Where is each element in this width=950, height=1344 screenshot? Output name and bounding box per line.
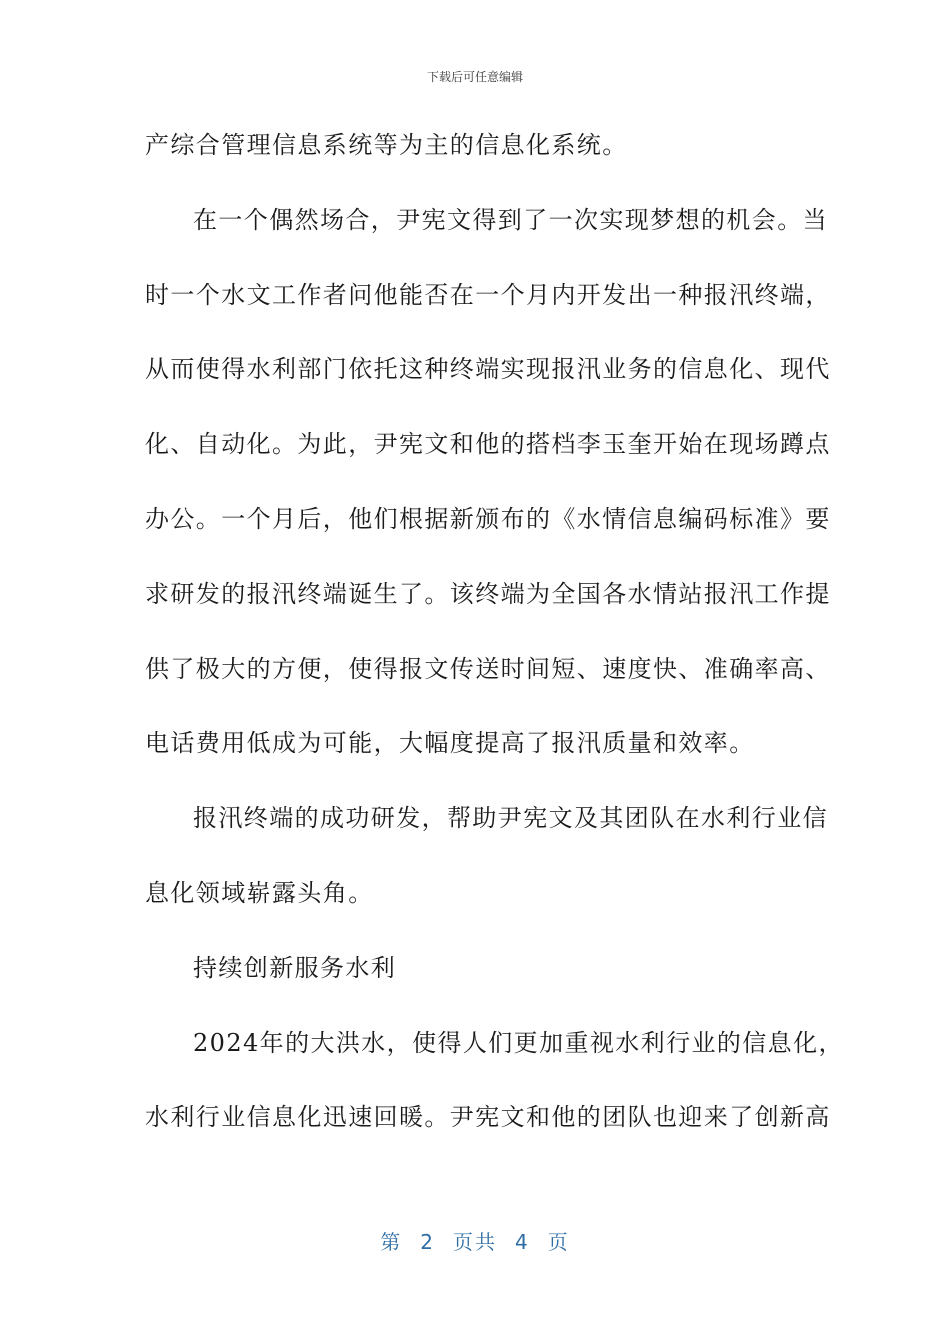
text-line: 供了极大的方便，使得报文传送时间短、速度快、准确率高、 — [145, 654, 831, 683]
text-line: 报汛终端的成功研发，帮助尹宪文及其团队在水利行业信 — [193, 804, 828, 833]
text-line: 水利行业信息化迅速回暖。尹宪文和他的团队也迎来了创新高 — [145, 1103, 831, 1132]
header-note: 下载后可任意编辑 — [426, 70, 523, 84]
page-footer — [0, 1226, 950, 1255]
text-line: 2024年的大洪水，使得人们更加重视水利行业的信息化， — [193, 1028, 844, 1057]
footer-middle: 页共 — [453, 1230, 497, 1254]
text-line: 办公。一个月后，他们根据新颁布的《水情信息编码标准》要 — [145, 504, 831, 533]
footer-suffix: 页 — [547, 1230, 570, 1254]
text-line: 电话费用低成为可能，大幅度提高了报汛质量和效率。 — [145, 729, 755, 758]
document-body — [145, 126, 844, 1173]
section-heading: 持续创新服务水利 — [193, 953, 397, 982]
text-line: 时一个水文工作者问他能否在一个月内开发出一种报汛终端， — [145, 280, 831, 309]
total-page-number: 4 — [515, 1230, 530, 1254]
text-line: 化、自动化。为此，尹宪文和他的搭档李玉奎开始在现场蹲点 — [145, 430, 831, 459]
text-line: 从而使得水利部门依托这种终端实现报汛业务的信息化、现代 — [145, 355, 831, 384]
current-page-number: 2 — [420, 1230, 435, 1254]
text-line: 求研发的报汛终端诞生了。该终端为全国各水情站报汛工作提 — [145, 579, 831, 608]
footer-prefix: 第 — [380, 1230, 403, 1254]
text-line: 在一个偶然场合，尹宪文得到了一次实现梦想的机会。当 — [193, 205, 828, 234]
text-line: 息化领域崭露头角。 — [145, 878, 374, 907]
text-line: 产综合管理信息系统等为主的信息化系统。 — [145, 131, 628, 159]
